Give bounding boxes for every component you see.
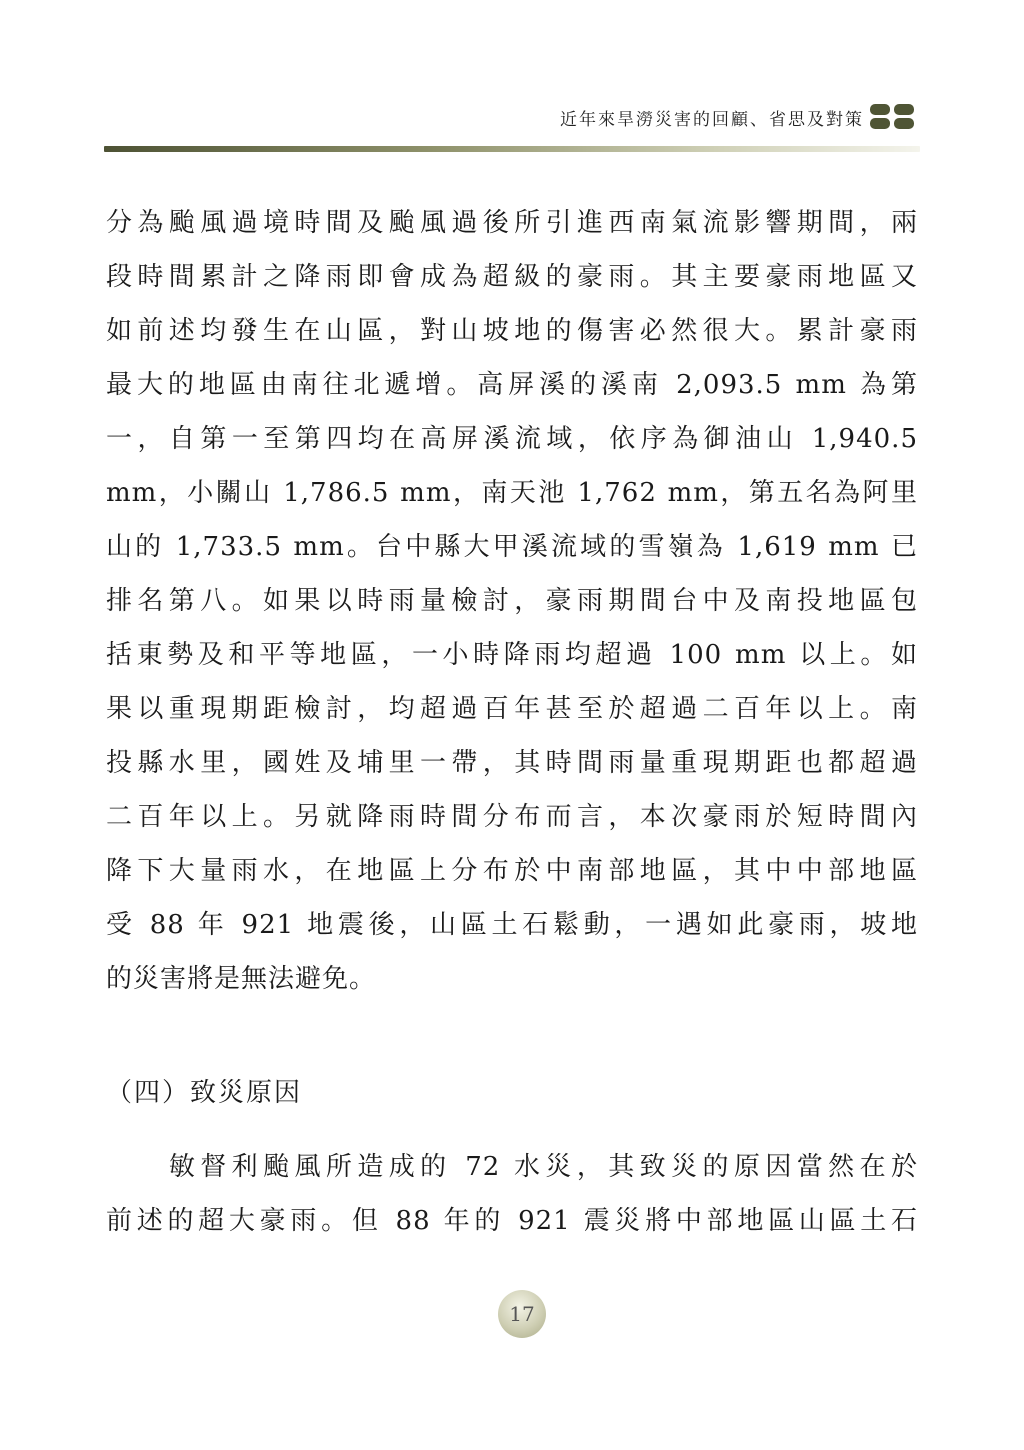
text-line: 果以重現期距檢討，均超過百年甚至於超過二百年以上。南 bbox=[106, 694, 918, 724]
text-line: mm，小關山 1,786.5 mm，南天池 1,762 mm，第五名為阿里 bbox=[106, 478, 918, 508]
text-line: 投縣水里，國姓及埔里一帶，其時間雨量重現期距也都超過 bbox=[106, 748, 918, 778]
body-paragraph-1 bbox=[106, 196, 918, 1006]
running-header bbox=[560, 104, 916, 130]
text-line: 分為颱風過境時間及颱風過後所引進西南氣流影響期間，兩 bbox=[106, 208, 918, 238]
text-line: 括東勢及和平等地區，一小時降雨均超過 100 mm 以上。如 bbox=[106, 640, 918, 670]
text-line: 山的 1,733.5 mm。台中縣大甲溪流域的雪嶺為 1,619 mm 已 bbox=[106, 532, 918, 562]
text-line: 如前述均發生在山區，對山坡地的傷害必然很大。累計豪雨 bbox=[106, 316, 918, 346]
section-heading: （四）致災原因 bbox=[106, 1078, 303, 1108]
text-line: 降下大量雨水，在地區上分布於中南部地區，其中中部地區 bbox=[106, 856, 918, 886]
text-line: 敏督利颱風所造成的 72 水災，其致災的原因當然在於 bbox=[106, 1152, 918, 1182]
header-divider bbox=[104, 146, 920, 152]
body-paragraph-2 bbox=[106, 1140, 918, 1248]
text-line: 的災害將是無法避免。 bbox=[106, 964, 377, 994]
text-line: 最大的地區由南往北遞增。高屏溪的溪南 2,093.5 mm 為第 bbox=[106, 370, 918, 400]
four-leaf-emblem-icon bbox=[870, 104, 916, 130]
text-line: 一，自第一至第四均在高屏溪流域，依序為御油山 1,940.5 bbox=[106, 424, 918, 454]
text-line: 排名第八。如果以時雨量檢討，豪雨期間台中及南投地區包 bbox=[106, 586, 918, 616]
text-line: 段時間累計之降雨即會成為超級的豪雨。其主要豪雨地區又 bbox=[106, 262, 918, 292]
text-line: 受 88 年 921 地震後，山區土石鬆動，一遇如此豪雨，坡地 bbox=[106, 910, 918, 940]
running-header-title: 近年來旱澇災害的回顧、省思及對策 bbox=[560, 109, 864, 130]
text-line: 前述的超大豪雨。但 88 年的 921 震災將中部地區山區土石 bbox=[106, 1206, 918, 1236]
page-number-badge: 17 bbox=[498, 1290, 546, 1338]
text-line: 二百年以上。另就降雨時間分布而言，本次豪雨於短時間內 bbox=[106, 802, 918, 832]
